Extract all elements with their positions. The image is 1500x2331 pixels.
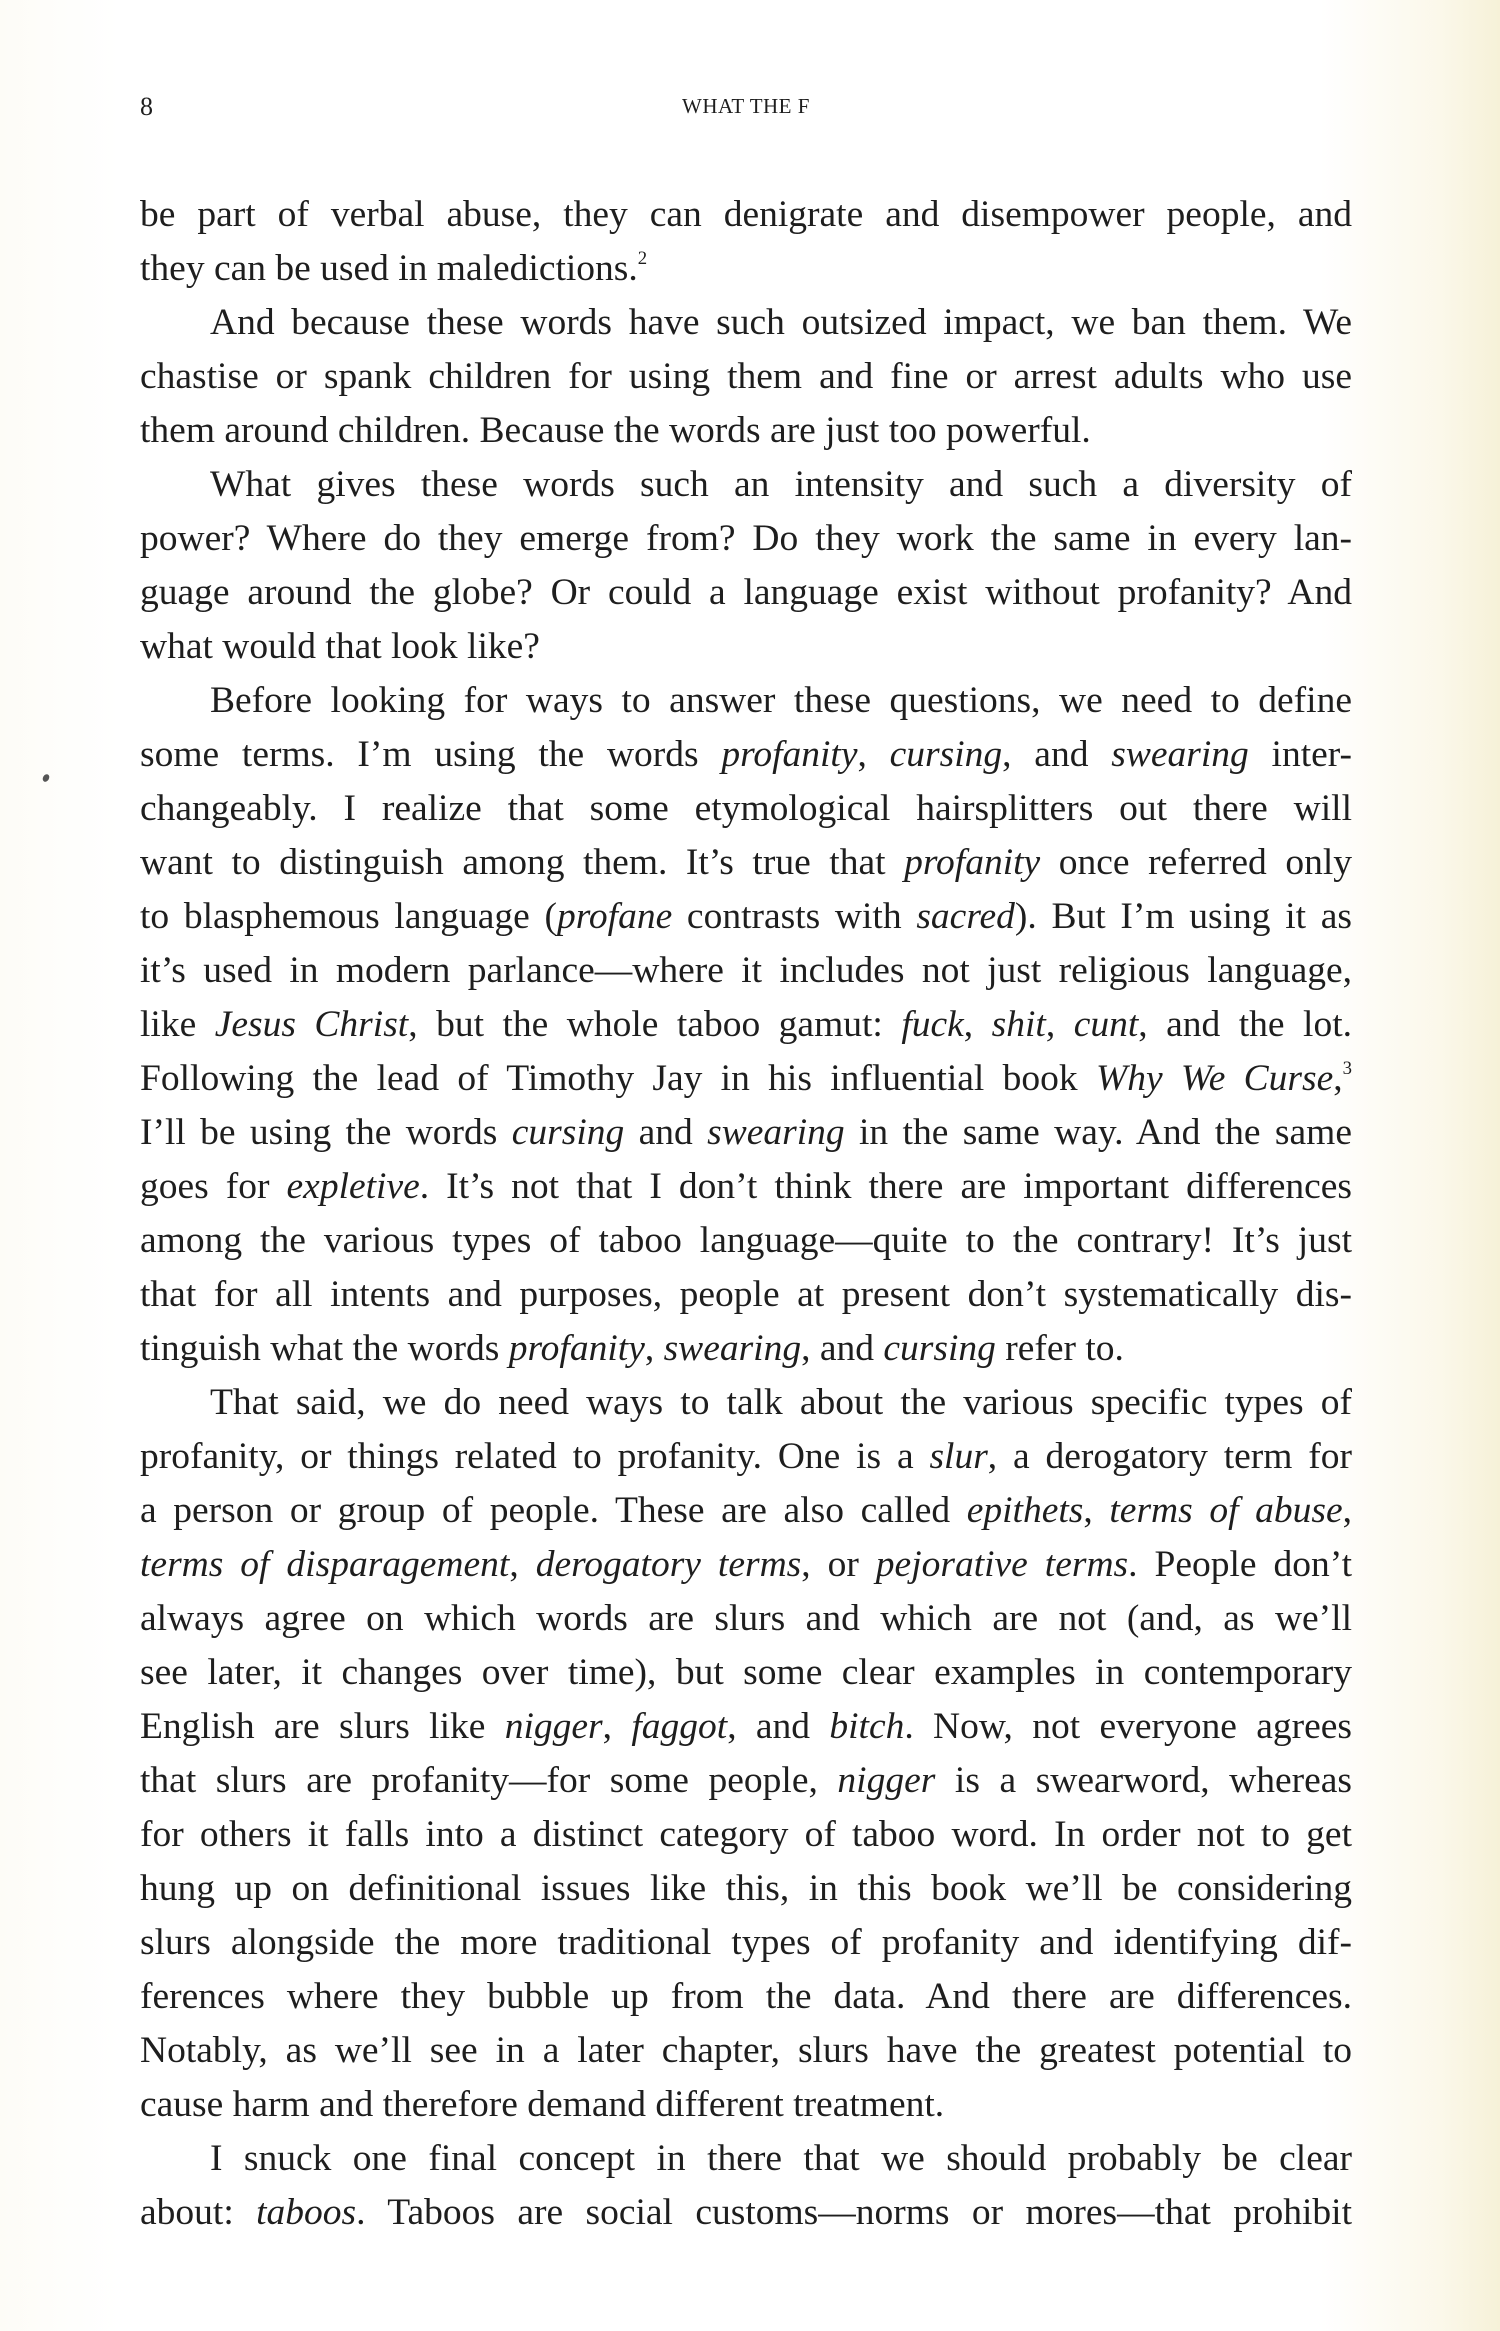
text-run: and <box>624 1112 708 1153</box>
text-run: hung up on definitional issues like this, in this book we’ll be considering <box>140 1868 1352 1909</box>
text-run: ). But I’m using it as <box>1014 896 1352 937</box>
italic-term: Jesus Christ <box>214 1004 409 1045</box>
italic-term: pejorative terms <box>875 1544 1129 1585</box>
text-line <box>140 1376 1352 1430</box>
footnote-ref: 3 <box>1342 1058 1352 1080</box>
text-run: , and <box>727 1706 830 1747</box>
text-run: , <box>1342 1490 1352 1531</box>
text-run: . Now, not everyone agrees <box>904 1706 1352 1747</box>
text-run: that for all intents and purposes, people at present don’t systematically dis- <box>140 1274 1352 1315</box>
text-run: power? Where do they emerge from? Do they work the same in every lan- <box>140 518 1352 559</box>
italic-term: swearing <box>707 1112 845 1153</box>
italic-term: cursing <box>511 1112 625 1153</box>
text-run: , a derogatory term for <box>987 1436 1352 1477</box>
body-text <box>140 188 1352 2240</box>
text-run: for others it falls into a distinct category of taboo word. In order not to get <box>140 1814 1352 1855</box>
running-head <box>140 92 1352 132</box>
italic-term: cursing <box>883 1328 996 1369</box>
text-run: is a swearword, whereas <box>935 1760 1352 1801</box>
text-line <box>140 1538 1352 1592</box>
page-number: 8 <box>140 92 154 121</box>
text-run: , <box>963 1004 992 1045</box>
text-run: , or <box>801 1544 876 1585</box>
text-run: , <box>857 734 890 775</box>
text-run: , <box>1083 1490 1110 1531</box>
text-run: Following the lead of Timothy Jay in his influential book <box>140 1058 1096 1099</box>
italic-term: cunt <box>1073 1004 1139 1045</box>
text-line <box>140 1160 1352 1214</box>
text-line <box>140 1268 1352 1322</box>
italic-term: profane <box>556 896 673 937</box>
text-line <box>140 350 1352 404</box>
text-line <box>140 728 1352 782</box>
text-line <box>140 998 1352 1052</box>
italic-term: Why We Curse <box>1095 1058 1334 1099</box>
text-run: they can be used in maledictions. <box>140 248 638 289</box>
italic-term: profanity <box>904 842 1041 883</box>
text-run: , <box>509 1544 536 1585</box>
text-run: , <box>1333 1058 1343 1099</box>
text-run: always agree on which words are slurs and which are not (and, as we’ll <box>140 1598 1352 1639</box>
text-run: contrasts with <box>672 896 917 937</box>
text-line <box>140 836 1352 890</box>
italic-term: bitch <box>829 1706 905 1747</box>
text-run: see later, it changes over time), but some clear examples in contemporary <box>140 1652 1352 1693</box>
text-run: , <box>1045 1004 1074 1045</box>
text-run: What gives these words such an intensity and such a diversity of <box>210 464 1352 505</box>
text-run: That said, we do need ways to talk about the various specific types of <box>210 1382 1352 1423</box>
scan-speck <box>41 773 50 783</box>
text-run: inter- <box>1248 734 1352 775</box>
footnote-ref: 2 <box>637 248 648 270</box>
text-line <box>140 1754 1352 1808</box>
text-run: chastise or spank children for using them and fine or arrest adults who use <box>140 356 1352 397</box>
text-run: goes for <box>140 1166 287 1207</box>
text-run: like <box>140 1004 215 1045</box>
italic-term: terms of abuse <box>1109 1490 1343 1531</box>
italic-term: faggot <box>631 1706 728 1747</box>
text-line <box>140 2186 1352 2240</box>
text-line <box>140 1592 1352 1646</box>
text-run: ferences where they bubble up from the data. And there are differences. <box>140 1976 1352 2017</box>
text-run: them around children. Because the words are just too powerful. <box>140 410 1091 451</box>
text-line <box>140 1430 1352 1484</box>
text-run: what would that look like? <box>140 626 540 667</box>
italic-term: derogatory terms <box>535 1544 802 1585</box>
italic-term: profanity <box>721 734 858 775</box>
running-title: WHAT THE F <box>682 94 810 118</box>
text-run: in the same way. And the same <box>844 1112 1352 1153</box>
text-line <box>140 296 1352 350</box>
text-line <box>140 782 1352 836</box>
text-line <box>140 2132 1352 2186</box>
text-run: want to distinguish among them. It’s true that <box>140 842 905 883</box>
text-line <box>140 1484 1352 1538</box>
text-run: , and <box>801 1328 884 1369</box>
text-line <box>140 890 1352 944</box>
text-line <box>140 458 1352 512</box>
text-run: , but the whole taboo gamut: <box>408 1004 902 1045</box>
text-line <box>140 1862 1352 1916</box>
text-line <box>140 674 1352 728</box>
italic-term: profanity <box>508 1328 645 1369</box>
italic-term: nigger <box>504 1706 603 1747</box>
text-run: , and the lot. <box>1138 1004 1353 1045</box>
italic-term: epithets <box>966 1490 1084 1531</box>
text-run: guage around the globe? Or could a language exist without profanity? And <box>140 572 1352 613</box>
text-run: Notably, as we’ll see in a later chapter, slurs have the greatest potential to <box>140 2030 1352 2071</box>
italic-term: sacred <box>916 896 1015 937</box>
text-line <box>140 242 1352 296</box>
text-run: I’ll be using the words <box>140 1112 512 1153</box>
italic-term: expletive <box>286 1166 420 1207</box>
italic-term: swearing <box>663 1328 802 1369</box>
italic-term: nigger <box>837 1760 936 1801</box>
text-line <box>140 512 1352 566</box>
text-line <box>140 566 1352 620</box>
text-run: English are slurs like <box>140 1706 505 1747</box>
text-line <box>140 404 1352 458</box>
text-run: to blasphemous language ( <box>140 896 557 937</box>
text-line <box>140 1322 1352 1376</box>
text-run: , <box>602 1706 632 1747</box>
text-run: tinguish what the words <box>140 1328 509 1369</box>
text-run: . Taboos are social customs—norms or mores—that prohibit <box>356 2192 1352 2233</box>
text-line <box>140 1700 1352 1754</box>
text-line <box>140 1916 1352 1970</box>
text-run: , and <box>1002 734 1112 775</box>
text-line <box>140 1106 1352 1160</box>
text-line <box>140 2024 1352 2078</box>
text-line <box>140 188 1352 242</box>
text-run: some terms. I’m using the words <box>140 734 722 775</box>
text-run: , <box>644 1328 664 1369</box>
text-run: be part of verbal abuse, they can denigrate and disempower people, and <box>140 194 1352 235</box>
text-line <box>140 1052 1352 1106</box>
text-run: . People don’t <box>1128 1544 1352 1585</box>
text-run: And because these words have such outsized impact, we ban them. We <box>210 302 1352 343</box>
text-line <box>140 1970 1352 2024</box>
text-run: once referred only <box>1040 842 1352 883</box>
text-run: about: <box>140 2192 257 2233</box>
italic-term: taboos <box>256 2192 357 2233</box>
text-line <box>140 1646 1352 1700</box>
text-run: it’s used in modern parlance—where it includes not just religious language, <box>140 950 1352 991</box>
italic-term: shit <box>991 1004 1046 1045</box>
text-run: profanity, or things related to profanity. One is a <box>140 1436 930 1477</box>
text-run: . It’s not that I don’t think there are important differences <box>419 1166 1352 1207</box>
italic-term: swearing <box>1111 734 1249 775</box>
italic-term: terms of disparagement <box>140 1544 510 1585</box>
text-line <box>140 2078 1352 2132</box>
italic-term: fuck <box>901 1004 964 1045</box>
text-line <box>140 1214 1352 1268</box>
text-line <box>140 944 1352 998</box>
text-run: that slurs are profanity—for some people, <box>140 1760 838 1801</box>
text-run: I snuck one final concept in there that we should probably be clear <box>210 2138 1352 2179</box>
text-run: slurs alongside the more traditional types of profanity and identifying dif- <box>140 1922 1352 1963</box>
text-run: among the various types of taboo language—quite to the contrary! It’s just <box>140 1220 1352 1261</box>
text-run: Before looking for ways to answer these questions, we need to define <box>210 680 1352 721</box>
italic-term: cursing <box>889 734 1003 775</box>
italic-term: slur <box>929 1436 988 1477</box>
text-line <box>140 1808 1352 1862</box>
text-run: refer to. <box>995 1328 1124 1369</box>
text-run: changeably. I realize that some etymological hairsplitters out there will <box>140 788 1352 829</box>
text-run: cause harm and therefore demand different treatment. <box>140 2084 945 2125</box>
text-run: a person or group of people. These are also called <box>140 1490 967 1531</box>
text-line <box>140 620 1352 674</box>
